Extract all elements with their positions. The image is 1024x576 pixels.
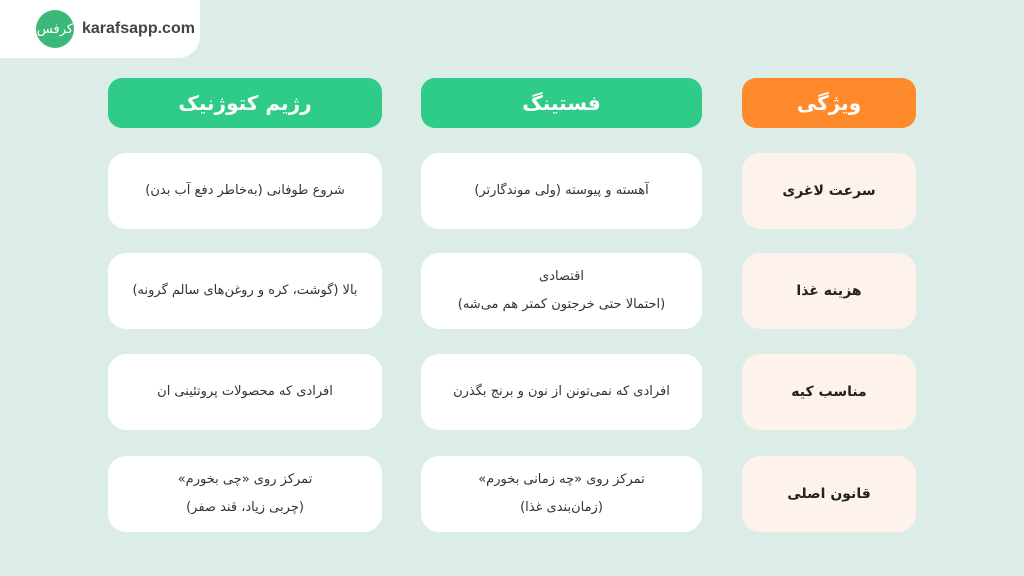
feature-label: قانون اصلی [742,456,916,532]
fasting-cell: اقتصادی (احتمالا حتی خرجتون کمتر هم می‌شه) [421,253,702,329]
feature-label: هزینه غذا [742,253,916,329]
keto-cell: شروع طوفانی (به‌خاطر دفع آب بدن) [108,153,382,229]
keto-cell: افرادی که محصولات پروتئینی ان [108,354,382,430]
fasting-cell: تمرکز روی «چه زمانی بخورم» (زمان‌بندی غذا) [421,456,702,532]
fasting-cell: آهسته و پیوسته (ولی موندگارتر) [421,153,702,229]
header-feature: ویژگی [742,78,916,128]
keto-cell: بالا (گوشت، کره و روغن‌های سالم گرونه) [108,253,382,329]
site-logo[interactable] [0,0,200,58]
feature-label: سرعت لاغری [742,153,916,229]
keto-cell: تمرکز روی «چی بخورم» (چربی زیاد، قند صفر) [108,456,382,532]
header-keto: رژیم کتوژنیک [108,78,382,128]
logo-icon: کرفس [36,10,74,48]
header-fasting: فستینگ [421,78,702,128]
feature-label: مناسب کیه [742,354,916,430]
fasting-cell: افرادی که نمی‌تونن از نون و برنج بگذرن [421,354,702,430]
site-url: karafsapp.com [82,20,195,37]
